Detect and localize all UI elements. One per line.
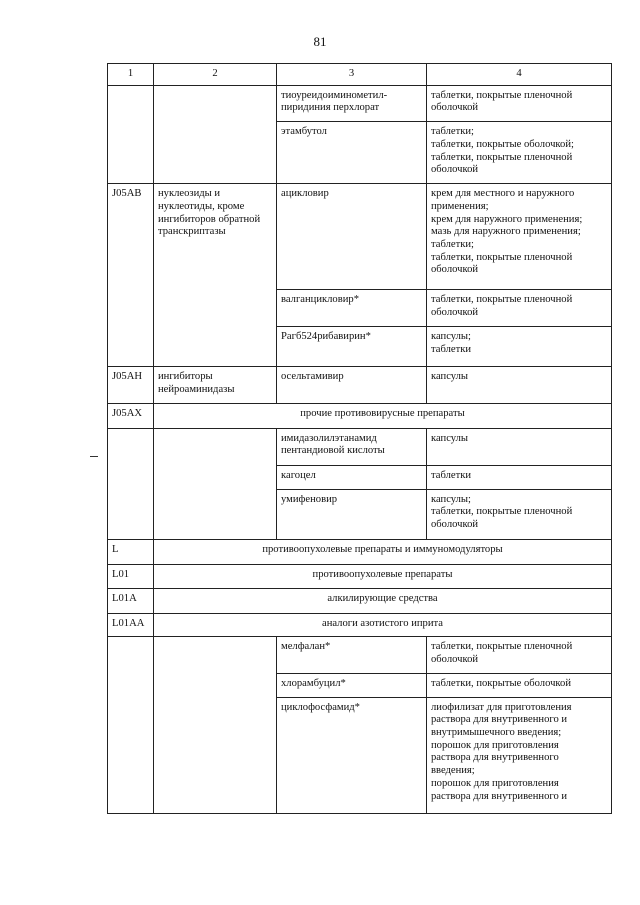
scan-mark [90, 456, 98, 457]
group-title-cell: алкилирующие средства [154, 588, 612, 613]
code-cell [108, 637, 154, 813]
dosage-form-cell: таблетки, покрытые пленочной оболочкой [427, 290, 612, 327]
dosage-form-cell: таблетки; таблетки, покрытые оболочкой; таблетки, покрытые пленочной оболочкой [427, 122, 612, 184]
group-cell [154, 428, 277, 539]
group-title-cell: противоопухолевые препараты [154, 564, 612, 588]
dosage-form-cell: капсулы; таблетки [427, 327, 612, 367]
table-row [108, 539, 612, 564]
dosage-form-cell: таблетки, покрытые оболочкой [427, 673, 612, 697]
header-cell-2: 2 [154, 64, 277, 86]
group-title-cell: аналоги азотистого иприта [154, 613, 612, 637]
drug-name-cell: циклофосфамид* [277, 697, 427, 813]
code-cell: L [108, 539, 154, 564]
drug-name-cell: ацикловир [277, 184, 427, 290]
dosage-form-cell: таблетки, покрытые пленочной оболочкой [427, 85, 612, 121]
header-cell-4: 4 [427, 64, 612, 86]
drug-name-cell: этамбутол [277, 122, 427, 184]
group-title-cell: прочие противовирусные препараты [154, 403, 612, 428]
table-row [108, 637, 612, 673]
table-row [108, 403, 612, 428]
header-cell-1: 1 [108, 64, 154, 86]
table-header-row [108, 64, 612, 86]
code-cell: L01AA [108, 613, 154, 637]
table-row [108, 184, 612, 290]
drug-name-cell: кагоцел [277, 465, 427, 489]
drug-name-cell: умифеновир [277, 489, 427, 539]
drug-table [107, 63, 612, 814]
table-row [108, 564, 612, 588]
code-cell: J05AB [108, 184, 154, 367]
code-cell: L01 [108, 564, 154, 588]
dosage-form-cell: таблетки, покрытые пленочной оболочкой [427, 637, 612, 673]
group-cell [154, 637, 277, 813]
header-cell-3: 3 [277, 64, 427, 86]
dosage-form-cell: лиофилизат для приготовления раствора для внутривенного и внутримышечного введения; порошок для приготовления раствора для внутривенного введения; порошок для приготовления раствора для внутривенного и [427, 697, 612, 813]
group-cell [154, 85, 277, 183]
table-row [108, 85, 612, 121]
dosage-form-cell: капсулы; таблетки, покрытые пленочной оболочкой [427, 489, 612, 539]
code-cell [108, 85, 154, 183]
table-row [108, 428, 612, 465]
table-row [108, 367, 612, 403]
drug-name-cell: осельтамивир [277, 367, 427, 403]
table-row [108, 588, 612, 613]
dosage-form-cell: таблетки [427, 465, 612, 489]
dosage-form-cell: крем для местного и наружного применения; крем для наружного применения; мазь для наружного применения; таблетки; таблетки, покрытые пленочной оболочкой [427, 184, 612, 290]
drug-name-cell: имидазолилэтанамид пентандиовой кислоты [277, 428, 427, 465]
code-cell: J05AH [108, 367, 154, 403]
dosage-form-cell: капсулы [427, 428, 612, 465]
table-row [108, 613, 612, 637]
group-title-cell: противоопухолевые препараты и иммуномодуляторы [154, 539, 612, 564]
drug-name-cell: хлорамбуцил* [277, 673, 427, 697]
code-cell [108, 428, 154, 539]
dosage-form-cell: капсулы [427, 367, 612, 403]
drug-name-cell: мелфалан* [277, 637, 427, 673]
code-cell: J05AX [108, 403, 154, 428]
drug-name-cell: валганцикловир* [277, 290, 427, 327]
group-cell: нуклеозиды и нуклеотиды, кроме ингибиторов обратной транскриптазы [154, 184, 277, 367]
code-cell: L01A [108, 588, 154, 613]
drug-name-cell: Paгб524рибавирин* [277, 327, 427, 367]
group-cell: ингибиторы нейроаминидазы [154, 367, 277, 403]
drug-name-cell: тиоуреидоиминометил- пиридиния перхлорат [277, 85, 427, 121]
page-number: 81 [313, 34, 327, 49]
